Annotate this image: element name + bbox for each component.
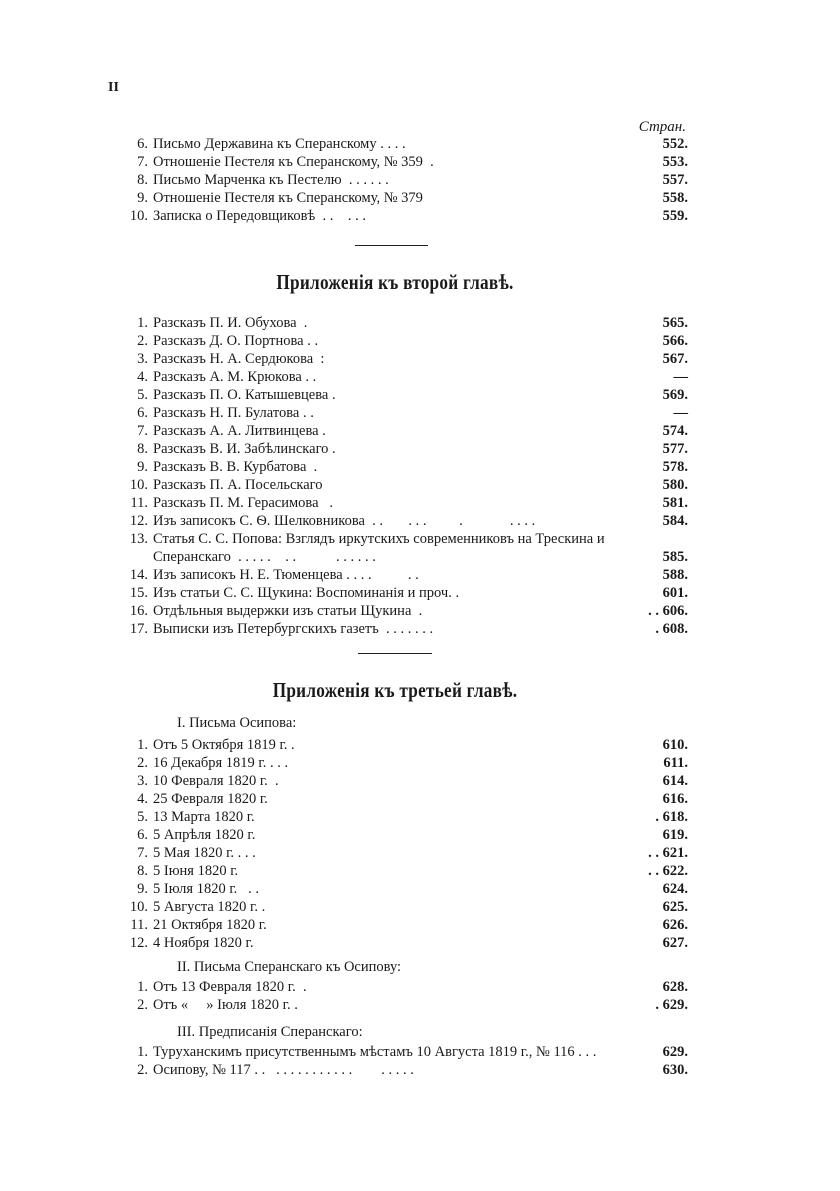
entry-title: 5 Мая 1820 г. . . . <box>153 845 256 861</box>
entry-number: 13. <box>129 531 148 547</box>
entry-page: . 608. <box>655 621 688 637</box>
entry-title: Осипову, № 117 . . . . . . . . . . . . . . . . . . <box>153 1062 414 1078</box>
toc-entry <box>110 996 688 1014</box>
entry-page: 626. <box>662 917 688 933</box>
entry-title: 5 Августа 1820 г. . <box>153 899 266 915</box>
toc-entry <box>110 826 688 844</box>
entry-number: 2. <box>137 997 148 1013</box>
entry-page: 614. <box>662 773 688 789</box>
entry-title: Разсказъ П. М. Герасимова . <box>153 495 334 511</box>
toc-entry <box>110 566 688 584</box>
entry-page: — <box>673 405 688 421</box>
entry-number: 2. <box>137 333 148 349</box>
entry-title: Изъ записокъ С. Ѳ. Шелковникова . . . . . . . . . . <box>153 513 536 529</box>
toc-entry <box>110 772 688 790</box>
entry-number: 6. <box>137 827 148 843</box>
entry-title: 10 Февраля 1820 г. . <box>153 773 279 789</box>
toc-entry <box>110 207 688 225</box>
divider <box>355 245 428 246</box>
entry-page: 578. <box>662 459 688 475</box>
entry-number: 1. <box>137 737 148 753</box>
entry-title: Отъ « » Іюля 1820 г. . <box>153 997 298 1013</box>
entry-page: 601. <box>662 585 688 601</box>
toc-entry <box>110 440 688 458</box>
group-heading: II. Письма Сперанскаго къ Осипову: <box>177 959 402 975</box>
toc-list-speransky-letters <box>110 978 688 1014</box>
entry-page: 630. <box>662 1062 688 1078</box>
entry-number: 11. <box>130 917 148 933</box>
section-heading-chapter-3: Приложенія къ третьей главѣ. <box>272 678 518 702</box>
entry-title: Разсказъ В. В. Курбатова . <box>153 459 318 475</box>
toc-list-speransky-orders <box>110 1043 688 1079</box>
entry-title: Записка о Передовщиковѣ . . . . . <box>153 208 367 224</box>
entry-number: 9. <box>137 459 148 475</box>
entry-page: 565. <box>662 315 688 331</box>
entry-page: 611. <box>663 755 688 771</box>
entry-title: 5 Іюня 1820 г. <box>153 863 239 879</box>
entry-title: Изъ записокъ Н. Е. Тюменцева . . . . . . <box>153 567 419 583</box>
entry-page: . . 622. <box>648 863 688 879</box>
entry-title: Отъ 13 Февраля 1820 г. . <box>153 979 307 995</box>
toc-entry <box>110 844 688 862</box>
entry-title: Отношеніе Пестеля къ Сперанскому, № 359 . <box>153 154 434 170</box>
entry-number: 12. <box>129 513 148 529</box>
entry-page: . . 606. <box>648 603 688 619</box>
entry-page: 569. <box>662 387 688 403</box>
toc-list-osipov-letters <box>110 736 688 952</box>
entry-number: 10. <box>129 899 148 915</box>
toc-entry <box>110 530 688 548</box>
entry-title: 5 Іюля 1820 г. . . <box>153 881 260 897</box>
entry-page: 580. <box>662 477 688 493</box>
entry-number: 9. <box>137 190 148 206</box>
entry-number: 9. <box>137 881 148 897</box>
toc-entry <box>110 916 688 934</box>
entry-number: 2. <box>137 755 148 771</box>
toc-entry <box>110 314 688 332</box>
entry-title: Разсказъ А. А. Литвинцева . <box>153 423 326 439</box>
entry-number: 3. <box>137 773 148 789</box>
entry-page: . 629. <box>655 997 688 1013</box>
entry-title: Изъ статьи С. С. Щукина: Воспоминанія и проч. . <box>153 585 460 601</box>
entry-title: Статья С. С. Попова: Взглядъ иркутскихъ современниковъ на Трескина и <box>153 531 605 547</box>
toc-entry <box>110 584 688 602</box>
entry-title: 4 Ноября 1820 г. <box>153 935 254 951</box>
toc-entry <box>110 422 688 440</box>
entry-page: 581. <box>662 495 688 511</box>
entry-title: Письмо Державина къ Сперанскому . . . . <box>153 136 406 152</box>
toc-entry <box>110 898 688 916</box>
entry-page: 552. <box>662 136 688 152</box>
entry-page: 574. <box>662 423 688 439</box>
toc-entry <box>110 978 688 996</box>
entry-page: . . 621. <box>648 845 688 861</box>
entry-number: 4. <box>137 791 148 807</box>
toc-entry <box>110 494 688 512</box>
entry-number: 8. <box>137 863 148 879</box>
entry-page: 619. <box>662 827 688 843</box>
entry-title: Отношеніе Пестеля къ Сперанскому, № 379 <box>153 190 423 206</box>
entry-title: Туруханскимъ присутственнымъ мѣстамъ 10 Августа 1819 г., № 116 . . . <box>153 1044 597 1060</box>
entry-page: 567. <box>662 351 688 367</box>
group-heading: III. Предписанія Сперанскаго: <box>177 1024 363 1040</box>
toc-entry <box>110 512 688 530</box>
toc-entry <box>110 736 688 754</box>
entry-page: 584. <box>662 513 688 529</box>
entry-number: 5. <box>137 809 148 825</box>
toc-entry <box>110 620 688 638</box>
toc-entry <box>110 548 688 566</box>
entry-title: Разсказъ Н. А. Сердюкова : <box>153 351 325 367</box>
entry-number: 6. <box>137 136 148 152</box>
entry-page: 628. <box>662 979 688 995</box>
entry-title: Письмо Марченка къ Пестелю . . . . . . <box>153 172 389 188</box>
entry-page: 610. <box>662 737 688 753</box>
toc-entry <box>110 790 688 808</box>
entry-number: 10. <box>129 208 148 224</box>
entry-page: 616. <box>662 791 688 807</box>
toc-entry <box>110 386 688 404</box>
toc-entry <box>110 754 688 772</box>
toc-entry <box>110 1043 688 1061</box>
entry-number: 7. <box>137 845 148 861</box>
toc-entry <box>110 602 688 620</box>
entry-title: Разсказъ П. А. Посельскаго <box>153 477 323 493</box>
entry-number: 2. <box>137 1062 148 1078</box>
entry-title: 5 Апрѣля 1820 г. <box>153 827 256 843</box>
entry-title: 21 Октября 1820 г. <box>153 917 267 933</box>
entry-title: Разсказъ Н. П. Булатова . . <box>153 405 314 421</box>
entry-title: Разсказъ В. И. Забѣлинскаго . <box>153 441 336 457</box>
entry-page: 559. <box>662 208 688 224</box>
toc-entry <box>110 476 688 494</box>
entry-page: 558. <box>662 190 688 206</box>
entry-number: 14. <box>129 567 148 583</box>
entry-title: Разсказъ П. О. Катышевцева . <box>153 387 336 403</box>
entry-title: 16 Декабря 1819 г. . . . <box>153 755 289 771</box>
toc-entry <box>110 934 688 952</box>
toc-entry <box>110 189 688 207</box>
entry-number: 1. <box>137 1044 148 1060</box>
entry-title: Сперанскаго . . . . . . . . . . . . . <box>153 549 376 565</box>
entry-number: 11. <box>130 495 148 511</box>
entry-page: 624. <box>662 881 688 897</box>
divider <box>358 653 432 654</box>
page-column-header: Стран. <box>638 119 686 135</box>
toc-list-continued <box>110 135 688 225</box>
entry-number: 17. <box>129 621 148 637</box>
toc-entry <box>110 458 688 476</box>
entry-title: Отдѣльныя выдержки изъ статьи Щукина . <box>153 603 423 619</box>
toc-entry <box>110 135 688 153</box>
entry-number: 10. <box>129 477 148 493</box>
entry-page: 577. <box>662 441 688 457</box>
entry-page: 585. <box>662 549 688 565</box>
toc-entry <box>110 808 688 826</box>
entry-page: 566. <box>662 333 688 349</box>
entry-title: Отъ 5 Октября 1819 г. . <box>153 737 295 753</box>
entry-number: 8. <box>137 172 148 188</box>
entry-number: 3. <box>137 351 148 367</box>
entry-page: — <box>673 369 688 385</box>
entry-page <box>648 530 688 548</box>
entry-page: 629. <box>662 1044 688 1060</box>
entry-page: 557. <box>662 172 688 188</box>
entry-title: 13 Марта 1820 г. <box>153 809 255 825</box>
group-heading: I. Письма Осипова: <box>177 715 297 731</box>
entry-title: 25 Февраля 1820 г. <box>153 791 268 807</box>
entry-page: 627. <box>662 935 688 951</box>
toc-entry <box>110 171 688 189</box>
entry-number: 16. <box>129 603 148 619</box>
entry-title: Разсказъ А. М. Крюкова . . <box>153 369 317 385</box>
section-heading-chapter-2: Приложенія къ второй главѣ. <box>276 270 514 294</box>
entry-title: Выписки изъ Петербургскихъ газетъ . . . . . . . <box>153 621 434 637</box>
entry-title: Разсказъ П. И. Обухова . <box>153 315 308 331</box>
entry-number: 8. <box>137 441 148 457</box>
entry-number: 7. <box>137 154 148 170</box>
entry-number: 15. <box>129 585 148 601</box>
entry-title: Разсказъ Д. О. Портнова . . <box>153 333 319 349</box>
entry-number: 1. <box>137 315 148 331</box>
toc-entry <box>110 880 688 898</box>
entry-number: 1. <box>137 979 148 995</box>
toc-entry <box>110 368 688 386</box>
entry-number: 7. <box>137 423 148 439</box>
toc-list-chapter-2 <box>110 314 688 638</box>
entry-number <box>110 548 148 566</box>
toc-entry <box>110 350 688 368</box>
toc-entry <box>110 332 688 350</box>
page-folio: II <box>108 80 119 95</box>
entry-number: 6. <box>137 405 148 421</box>
entry-page: 588. <box>662 567 688 583</box>
entry-page: 625. <box>662 899 688 915</box>
toc-entry <box>110 862 688 880</box>
entry-page: . 618. <box>655 809 688 825</box>
entry-page: 553. <box>662 154 688 170</box>
toc-entry <box>110 404 688 422</box>
entry-number: 12. <box>129 935 148 951</box>
entry-number: 4. <box>137 369 148 385</box>
entry-number: 5. <box>137 387 148 403</box>
toc-entry <box>110 153 688 171</box>
toc-entry <box>110 1061 688 1079</box>
